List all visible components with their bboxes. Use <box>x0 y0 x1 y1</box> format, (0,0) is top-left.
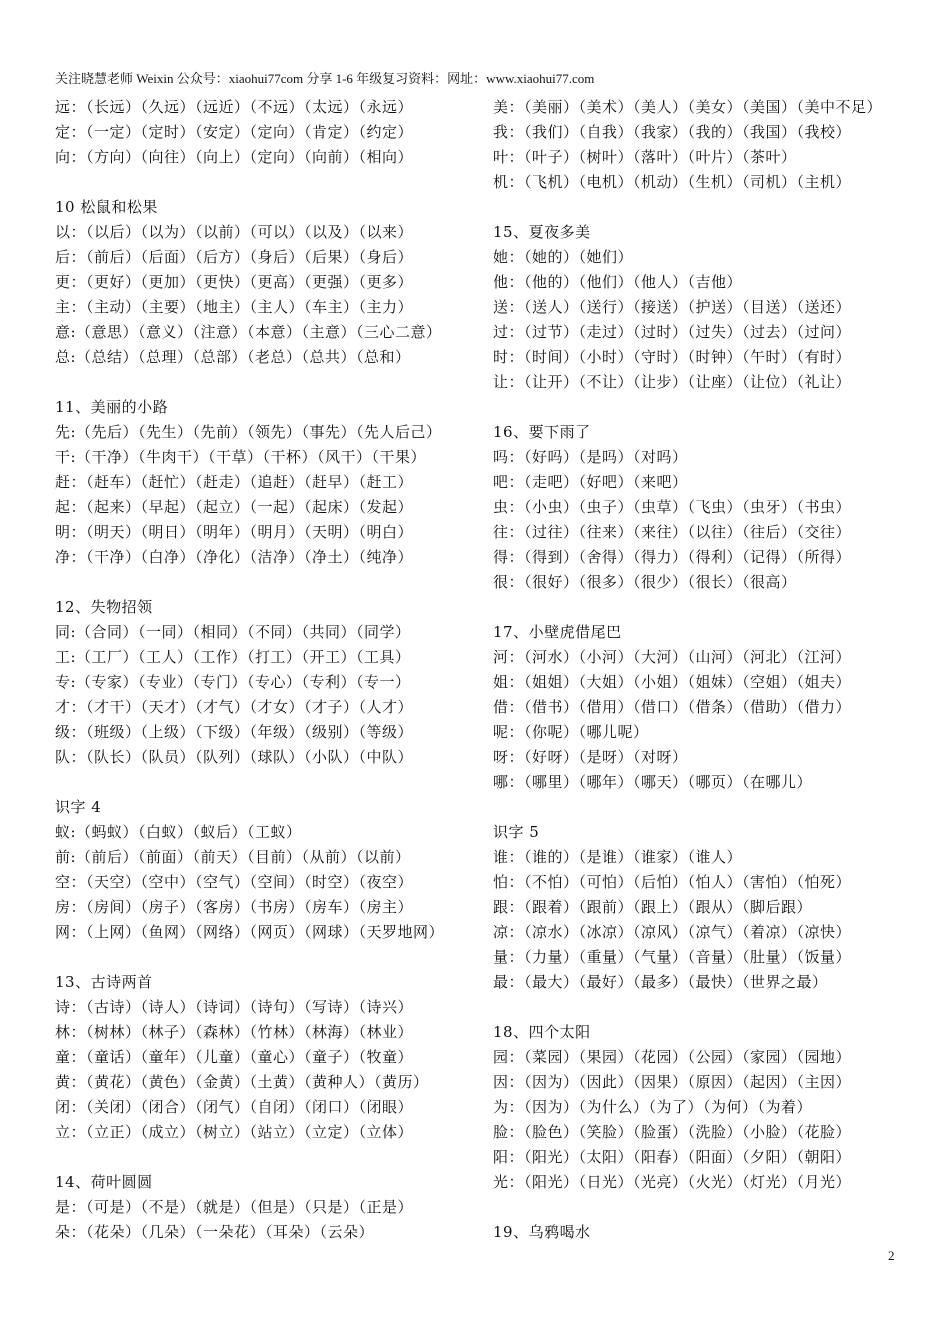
word-group-line: 起：（起来）（早起）（起立）（一起）（起床）（发起） <box>55 498 414 516</box>
word-group-line: 先:（先后）（先生）（先前）（领先）（事先）（先人后己） <box>55 423 442 441</box>
word-group-line: 网：（上网）（鱼网）（网络）（网页）（网球）（天罗地网） <box>55 923 445 941</box>
blank-line <box>493 795 913 820</box>
blank-line <box>55 945 475 970</box>
word-group-line: 他：（他的）（他们）（他人）（吉他） <box>493 273 743 291</box>
word-group-line: 立：（立正）（成立）（树立）（站立）（立定）（立体） <box>55 1123 414 1141</box>
word-group-line: 黄：（黄花）（黄色）（金黄）（土黄）（黄种人）（黄历） <box>55 1073 429 1091</box>
word-group-line: 诗：（古诗）（诗人）（诗词）（诗句）（写诗）（诗兴） <box>55 998 414 1016</box>
word-group-line: 她：（她的）（她们） <box>493 248 634 266</box>
word-group-line: 专:（专家）（专业）（专门）（专心）（专利）（专一） <box>55 673 411 691</box>
lesson-title: 10 松鼠和松果 <box>55 198 158 216</box>
page-header: 关注晓慧老师 Weixin 公众号：xiaohui77com 分享 1-6 年级复习资料：网址：www.xiaohui77.com <box>55 71 595 86</box>
word-group-line: 赶：（赶车）（赶忙）（赶走）（追赶）（赶早）（赶工） <box>55 473 414 491</box>
lesson-title: 18、四个太阳 <box>493 1023 591 1041</box>
right-column <box>493 95 913 1245</box>
word-group-line: 远：（长远）（久远）（远近）（不远）（太远）（永远） <box>55 98 414 116</box>
blank-line <box>493 995 913 1020</box>
word-group-line: 园：（菜园）（果园）（花园）（公园）（家园）（园地） <box>493 1048 852 1066</box>
word-group-line: 林：（树林）（林子）（森林）（竹林）（林海）（林业） <box>55 1023 414 1041</box>
word-group-line: 送：（送人）（送行）（接送）（护送）（目送）（送还） <box>493 298 852 316</box>
word-group-line: 机：（飞机）（电机）（机动）（生机）（司机）（主机） <box>493 173 852 191</box>
word-group-line: 蚁:（蚂蚁）（白蚁）（蚁后）（工蚁） <box>55 823 302 841</box>
page-number: 2 <box>888 1248 895 1263</box>
word-group-line: 定：（一定）（定时）（安定）（定向）（肯定）（约定） <box>55 123 414 141</box>
word-group-line: 明：（明天）（明日）（明年）（明月）（天明）（明白） <box>55 523 414 541</box>
word-group-line: 过：（过节）（走过）（过时）（过失）（过去）（过问） <box>493 323 852 341</box>
word-group-line: 跟：（跟着）（跟前）（跟上）（跟从）（脚后跟） <box>493 898 813 916</box>
word-group-line: 最：（最大）（最好）（最多）（最快）（世界之最） <box>493 973 828 991</box>
blank-line <box>55 1145 475 1170</box>
word-group-line: 让：（让开）（不让）（让步）（让座）（让位）（礼让） <box>493 373 852 391</box>
word-group-line: 工:（工厂）（工人）（工作）（打工）（开工）（工具） <box>55 648 411 666</box>
word-group-line: 空：（天空）（空中）（空气）（空间）（时空）（夜空） <box>55 873 414 891</box>
word-group-line: 吗：（好吗）（是吗）（对吗） <box>493 448 688 466</box>
word-group-line: 后：（前后）（后面）（后方）（身后）（后果）（身后） <box>55 248 414 266</box>
lesson-title: 15、夏夜多美 <box>493 223 591 241</box>
word-group-line: 童：（童话）（童年）（儿童）（童心）（童子）（牧童） <box>55 1048 414 1066</box>
word-group-line: 因：（因为）（因此）（因果）（原因）（起因）（主因） <box>493 1073 852 1091</box>
word-group-line: 时：（时间）（小时）（守时）（时钟）（午时）（有时） <box>493 348 852 366</box>
word-group-line: 得：（得到）（舍得）（得力）（得利）（记得）（所得） <box>493 548 852 566</box>
word-group-line: 主：（主动）（主要）（地主）（主人）（车主）（主力） <box>55 298 414 316</box>
word-group-line: 为：（因为）（为什么）（为了）（为何）（为着） <box>493 1098 813 1116</box>
word-group-line: 以：（以后）（以为）（以前）（可以）（以及）（以来） <box>55 223 414 241</box>
word-group-line: 量：（力量）（重量）（气量）（音量）（肚量）（饭量） <box>493 948 852 966</box>
blank-line <box>55 370 475 395</box>
word-group-line: 凉：（凉水）（冰凉）（凉风）（凉气）（着凉）（凉快） <box>493 923 852 941</box>
word-group-line: 意:（意思）（意义）（注意）（本意）（主意）（三心二意） <box>55 323 442 341</box>
word-group-line: 总:（总结）（总理）（总部）（老总）（总共）（总和） <box>55 348 411 366</box>
lesson-title: 19、乌鸦喝水 <box>493 1223 591 1241</box>
lesson-title: 12、失物招领 <box>55 598 153 616</box>
word-group-line: 干:（干净）（牛肉干）（干草）（干杯）（风干）（干果） <box>55 448 427 466</box>
word-group-line: 净：（干净）（白净）（净化）（洁净）（净土）（纯净） <box>55 548 414 566</box>
word-group-line: 河：（河水）（小河）（大河）（山河）（河北）（江河） <box>493 648 852 666</box>
lesson-title: 13、古诗两首 <box>55 973 153 991</box>
word-group-line: 怕：（不怕）（可怕）（后怕）（怕人）（害怕）（怕死） <box>493 873 852 891</box>
word-group-line: 光：（阳光）（日光）（光亮）（火光）（灯光）（月光） <box>493 1173 852 1191</box>
word-group-line: 闭：（关闭）（闭合）（闭气）（自闭）（闭口）（闭眼） <box>55 1098 414 1116</box>
word-group-line: 更：（更好）（更加）（更快）（更高）（更强）（更多） <box>55 273 414 291</box>
word-group-line: 往：（过往）（往来）（来往）（以往）（往后）（交往） <box>493 523 852 541</box>
word-group-line: 是：（可是）（不是）（就是）（但是）（只是）（正是） <box>55 1198 414 1216</box>
word-group-line: 哪：（哪里）（哪年）（哪天）（哪页）（在哪儿） <box>493 773 813 791</box>
lesson-title: 11、美丽的小路 <box>55 398 169 416</box>
word-group-line: 向：（方向）（向往）（向上）（定向）（向前）（相向） <box>55 148 414 166</box>
word-group-line: 队：（队长）（队员）（队列）（球队）（小队）（中队） <box>55 748 414 766</box>
word-group-line: 呀：（好呀）（是呀）（对呀） <box>493 748 688 766</box>
word-group-line: 美：（美丽）（美术）（美人）（美女）（美国）（美中不足） <box>493 98 883 116</box>
left-column <box>55 95 475 1245</box>
word-group-line: 谁：（谁的）（是谁）（谁家）（谁人） <box>493 848 743 866</box>
lesson-title: 识字 5 <box>493 823 540 841</box>
word-group-line: 房：（房间）（房子）（客房）（书房）（房车）（房主） <box>55 898 414 916</box>
word-group-line: 前:（前后）（前面）（前天）（目前）（从前）（以前） <box>55 848 411 866</box>
word-group-line: 阳：（阳光）（太阳）（阳春）（阳面）（夕阳）（朝阳） <box>493 1148 852 1166</box>
blank-line <box>493 195 913 220</box>
blank-line <box>493 1195 913 1220</box>
word-group-line: 才：（才干）（天才）（才气）（才女）（才子）（人才） <box>55 698 414 716</box>
word-group-line: 吧：（走吧）（好吧）（来吧） <box>493 473 688 491</box>
word-group-line: 同:（合同）（一同）（相同）（不同）（共同）（同学） <box>55 623 411 641</box>
word-group-line: 级：（班级）（上级）（下级）（年级）（级别）（等级） <box>55 723 414 741</box>
blank-line <box>55 170 475 195</box>
lesson-title: 14、荷叶圆圆 <box>55 1173 153 1191</box>
word-group-line: 叶：（叶子）（树叶）（落叶）（叶片）（茶叶） <box>493 148 797 166</box>
word-group-line: 我：（我们）（自我）（我家）（我的）（我国）（我校） <box>493 123 852 141</box>
blank-line <box>55 770 475 795</box>
lesson-title: 16、要下雨了 <box>493 423 591 441</box>
blank-line <box>55 570 475 595</box>
word-group-line: 脸：（脸色）（笑脸）（脸蛋）（洗脸）（小脸）（花脸） <box>493 1123 852 1141</box>
word-group-line: 呢：（你呢）（哪儿呢） <box>493 723 649 741</box>
word-group-line: 姐：（姐姐）（大姐）（小姐）（姐妹）（空姐）（姐夫） <box>493 673 852 691</box>
word-group-line: 借：（借书）（借用）（借口）（借条）（借助）（借力） <box>493 698 852 716</box>
lesson-title: 识字 4 <box>55 798 102 816</box>
word-group-line: 很：（很好）（很多）（很少）（很长）（很高） <box>493 573 797 591</box>
lesson-title: 17、小壁虎借尾巴 <box>493 623 622 641</box>
blank-line <box>493 395 913 420</box>
word-group-line: 虫：（小虫）（虫子）（虫草）（飞虫）（虫牙）（书虫） <box>493 498 852 516</box>
blank-line <box>493 595 913 620</box>
word-group-line: 朵：（花朵）（几朵）（一朵花）（耳朵）（云朵） <box>55 1223 375 1241</box>
